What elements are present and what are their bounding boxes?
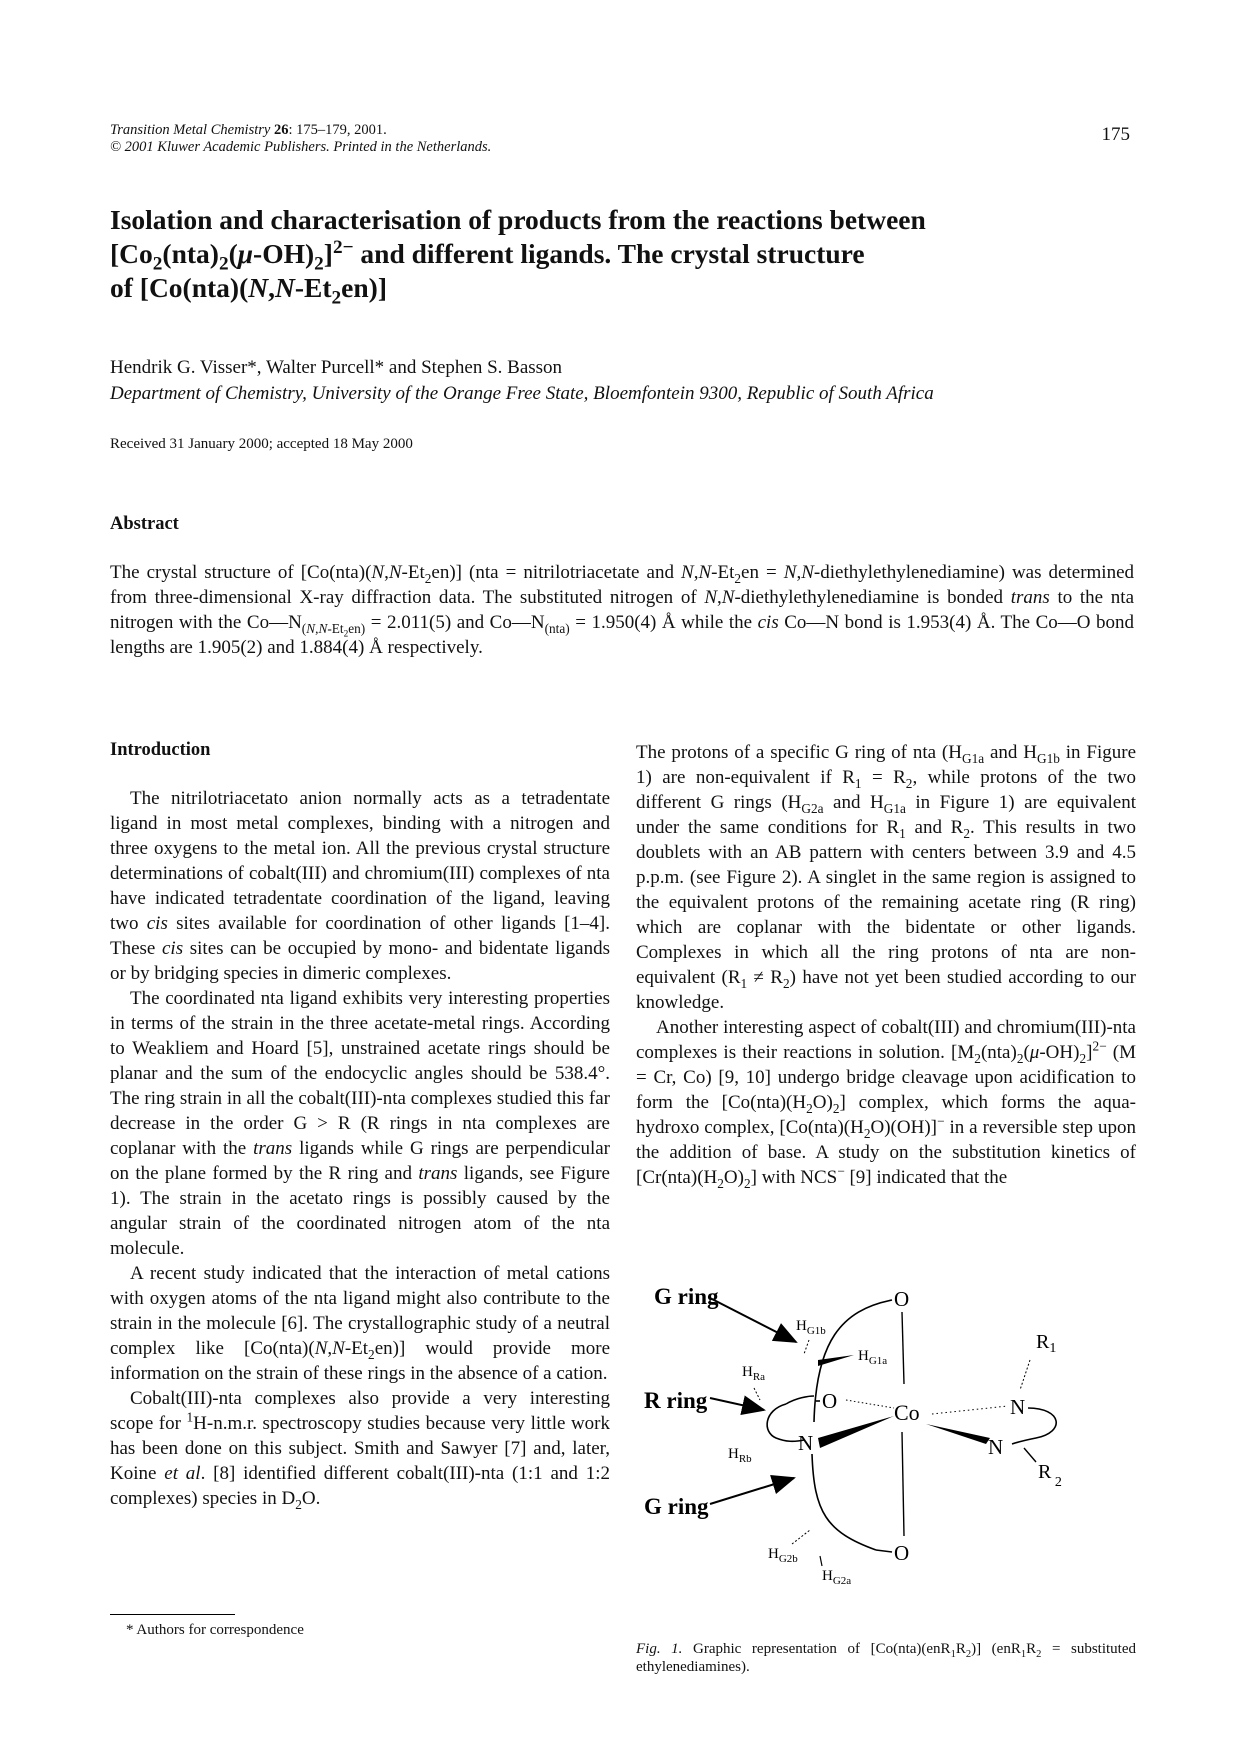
journal-pages: : 175–179, 2001. — [288, 122, 387, 138]
article-title: Isolation and characterisation of products from the reactions between $[Co_2(nta)_2(\mu-OH)_2]^{2-}$ and different ligands. The crystal structure of $[Co(nta)(N,N-Et_2en)]$ — [110, 204, 926, 309]
h-g2b-bond — [792, 1530, 810, 1544]
o-co-bottom-bond — [902, 1432, 904, 1536]
left-column-text: The nitrilotriacetato anion normally acts as a tetradentate ligand in most metal complexes, binding with a nitrogen and three oxygens to the metal ion. All the previous crystal structure determinations of cobalt(III) and chromium(III) complexes of nta have indicated tetradentate coordination of the ligand, leaving two cis sites available for coordination of other ligands [1–4]. These cis sites can be occupied by mono- and bidentate ligands or by bridging species in dimeric complexes. The coordinated nta ligand exhibits very interesting properties in terms of the strain in the three acetate-metal rings. According to Weakliem and Hoard [5], unstrained acetate rings should be planar and the sum of the endocyclic angles should be 538.4°. The ring strain in all the cobalt(III)-nta complexes studied this far decrease in the order G > R (R rings in nta complexes are coplanar with the trans ligands while G rings are perpendicular on the plane formed by the R ring and trans ligands, see Figure 1). The strain in the acetato rings is possibly caused by the angular strain of the coordinated nitrogen atom of the nta molecule. A recent study indicated that the interaction of metal cations with oxygen atoms of the nta ligand might also contribute to the strain in the molecule [6]. The crystallographic study of a neutral complex like $[Co(nta)(N,N-Et_2en)]$ would provide more information on the strain of these rings in the absence of a cation. Cobalt(III)-nta complexes also provide a very interesting scope for $^1$H-n.m.r. spectroscopy studies because very little work has been done on this subject. Smith and Sawyer [7] and, later, Koine et al. [8] identified different cobalt(III)-nta (1:1 and 1:2 complexes) species in $D_2O$. — [110, 788, 611, 1512]
h-g2a-label: $H_{G2a}$ — [822, 1568, 852, 1587]
copyright-line: © 2001 Kluwer Academic Publishers. Printed in the Netherlands. — [110, 139, 492, 155]
h-g1b-bond — [804, 1340, 809, 1354]
oxygen-bottom-label: O — [894, 1541, 910, 1565]
cobalt-label: Co — [894, 1400, 920, 1425]
author-list: Hendrik G. Visser*, Walter Purcell* and Stephen S. Basson — [110, 357, 563, 378]
nitrogen-left-label: N — [798, 1431, 814, 1455]
h-g1b-label: $H_{G1b}$ — [796, 1318, 826, 1337]
h-g2a-bond — [820, 1556, 822, 1566]
oxygen-top-label: O — [894, 1287, 910, 1311]
g-ring-top-arrow — [710, 1298, 796, 1342]
co-n-dashed-bond — [932, 1406, 1008, 1414]
received-date: Received 31 January 2000; accepted 18 May 2000 — [110, 436, 413, 452]
h-ra-label: $H_{Ra}$ — [742, 1364, 766, 1383]
n-co-wedge-bond — [818, 1416, 894, 1448]
figure-1-diagram — [636, 1262, 1136, 1642]
affiliation: Department of Chemistry, University of the Orange Free State, Bloemfontein 9300, Republic of South Africa — [110, 383, 934, 404]
nitrogen-right-bottom-label: N — [988, 1435, 1004, 1459]
r1-bond — [1020, 1360, 1030, 1390]
r-ring-label: R ring — [644, 1388, 708, 1413]
g-ring-bottom-label: G ring — [644, 1494, 709, 1519]
o-co-top-bond — [902, 1312, 904, 1384]
page-number: 175 — [1101, 124, 1130, 145]
r-ring-arrow — [710, 1398, 764, 1410]
co-n-wedge-bond — [926, 1424, 990, 1444]
footnote-text: * Authors for correspondence — [126, 1622, 304, 1638]
g-ring-bottom-bond — [812, 1454, 876, 1550]
g-ring-top-label: G ring — [654, 1284, 719, 1309]
right-column-text: The protons of a specific G ring of nta ($H_{G1a}$ and $H_{G1b}$ in Figure 1) are non-equivalent if $R_1 = R_2$, while protons of the two different G rings ($H_{G2a}$ and $H_{G1a}$ in Figure 1) are equivalent under the same conditions for $R_1$ and $R_2$. This results in two doublets with an AB pattern with centers between 3.9 and 4.5 p.p.m. (see Figure 2). A singlet in the same region is assigned to the equivalent protons of the remaining acetate ring (R ring) which are coplanar with the bidentate or other ligands. Complexes in which all the ring protons of nta are non-equivalent $(R_1 \ne R_2)$ have not yet been studied according to our knowledge. Another interesting aspect of cobalt(III) and chromium(III)-nta complexes is their reactions in solution. $[M_2(nta)_2(\mu-OH)_2]^{2-}$ (M = Cr, Co) [9, 10] undergo bridge cleavage upon acidification to form the $[Co(nta)(H_2O)_2]$ complex, which forms the aqua-hydroxo complex, $[Co(nta)(H_2O)(OH)]^-$ in a reversible step upon the addition of base. A study on the substitution kinetics of $[Cr(nta)(H_2O)_2]$ with NCS− [9] indicated that the — [636, 742, 1137, 1191]
abstract-text: The crystal structure of $[Co(nta)(N,N-Et_2en)] (nta$ = nitrilotriacetate and $N,N-Et_2en$ = N,N-diethylethylenediamine) was determined from three-dimensional X-ray diffraction data. The substituted nitrogen of N,N-diethylethylenediamine is bonded trans to the nta nitrogen with the $Co—N_{(N,N-Et_2en)} = 2.011(5)$ and $Co—N_{(nta)} = 1.950(4)$ Å while the cis Co—N bond is 1.953(4) Å. The Co—O bond lengths are 1.905(2) and 1.884(4) Å respectively. — [110, 562, 1135, 658]
journal-citation — [110, 122, 491, 156]
figure-caption-label: Fig. 1. — [636, 1641, 683, 1657]
r1-label: $R_1$ — [1036, 1331, 1057, 1356]
oxygen-mid-label: O — [822, 1389, 838, 1413]
h-g1a-label: $H_{G1a}$ — [858, 1348, 888, 1367]
h-ra-bond — [754, 1388, 760, 1400]
journal-name: Transition Metal Chemistry — [110, 122, 271, 138]
r2-bond — [1024, 1448, 1036, 1462]
abstract-heading: Abstract — [110, 514, 179, 534]
introduction-heading: Introduction — [110, 740, 211, 760]
h-g2b-label: $H_{G2b}$ — [768, 1546, 798, 1565]
nitrogen-right-top-label: N — [1010, 1395, 1026, 1419]
h-rb-label: $H_{Rb}$ — [728, 1446, 752, 1465]
figure-caption: Fig. 1. Graphic representation of $[Co(nta)(enR_1R_2)] (enR_1R_2$ = substituted ethylenediamines). — [636, 1641, 1136, 1675]
footnote-rule — [110, 1614, 235, 1615]
g-ring-bottom-arrow — [710, 1478, 794, 1504]
journal-volume: 26 — [273, 122, 289, 138]
r2-label: R $_2$ — [1038, 1461, 1062, 1490]
o-co-mid-bond — [846, 1400, 894, 1408]
